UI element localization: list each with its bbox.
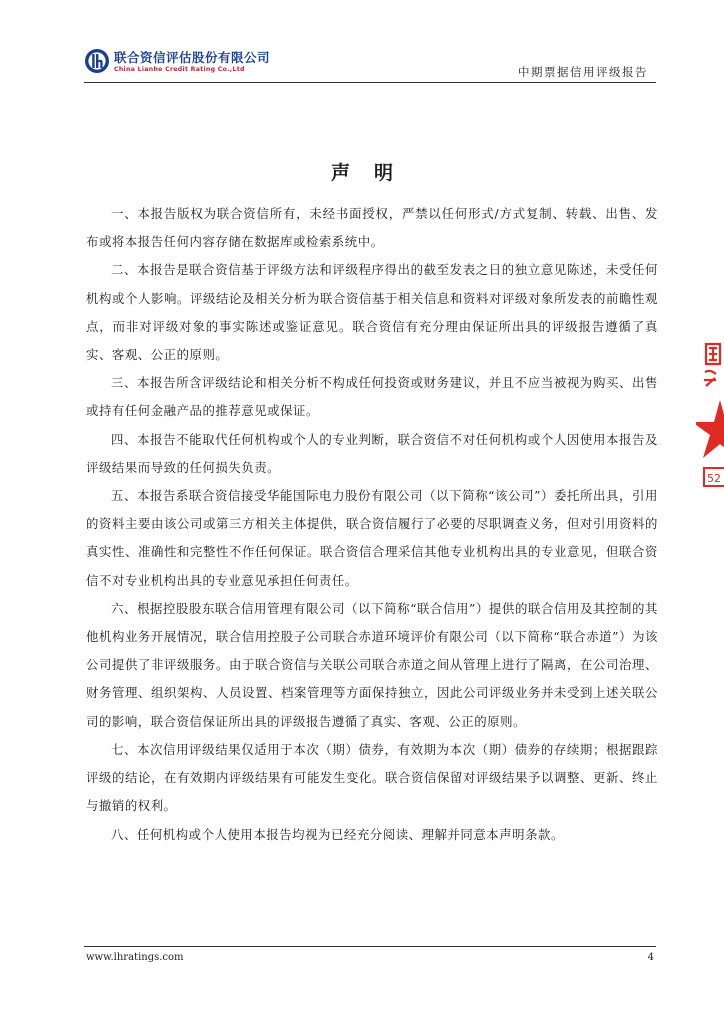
footer-divider	[84, 946, 656, 947]
statement-body	[86, 200, 658, 850]
footer-website-link[interactable]: www.lhratings.com	[86, 952, 184, 963]
statement-paragraph-6: 六、根据控股股东联合信用管理有限公司（以下简称“联合信用”）提供的联合信用及其控制的其他机构业务开展情况，联合信用控股子公司联合赤道环境评价有限公司（以下简称“联合赤道”）为该公司提供了非评级服务。由于联合资信与关联公司联合赤道之间从管理上进行了隔离，在公司治理、财务管理、组织架构、人员设置、档案管理等方面保持独立，因此公司评级业务并未受到上述关联公司的影响，联合资信保证所出具的评级报告遵循了真实、客观、公正的原则。	[86, 600, 658, 729]
report-type-label: 中期票据信用评级报告	[518, 65, 648, 79]
statement-paragraph-4: 四、本报告不能取代任何机构或个人的专业判断，联合资信不对任何机构或个人因使用本报告及评级结果而导致的任何损失负责。	[86, 431, 658, 475]
page-number: 4	[647, 952, 654, 963]
statement-paragraph-7: 七、本次信用评级结果仅适用于本次（期）债券，有效期为本次（期）债券的存续期；根据跟踪评级的结论，在有效期内评级结果有可能发生变化。联合资信保留对评级结果予以调整、更新、终止与撤销的权利。	[86, 741, 658, 814]
statement-paragraph-1: 一、本报告版权为联合资信所有，未经书面授权，严禁以任何形式/方式复制、转载、出售、发布或将本报告任何内容存储在数据库或检索系统中。	[86, 206, 658, 250]
statement-paragraph-5: 五、本报告系联合资信接受华能国际电力股份有限公司（以下简称“该公司”）委托所出具，引用的资料主要由该公司或第三方相关主体提供，联合资信履行了必要的尽职调查义务，但对引用资料的真实性、准确性和完整性不作任何保证。联合资信合理采信其他专业机构出具的专业意见，但联合资信不对专业机构出具的专业意见承担任何责任。	[86, 488, 658, 588]
header-divider	[84, 82, 656, 83]
company-name-en: China Lianhe Credit Rating Co.,Ltd	[114, 66, 245, 73]
lianhe-logo-icon	[84, 48, 110, 74]
statement-paragraph-3: 三、本报告所含评级结论和相关分析不构成任何投资或财务建议，并且不应当被视为购买、出售或持有任何金融产品的推荐意见或保证。	[86, 375, 658, 419]
company-name-cn: 联合资信评估股份有限公司	[114, 50, 271, 65]
statement-paragraph-2: 二、本报告是联合资信基于评级方法和评级程序得出的截至发表之日的独立意见陈述，未受任何机构或个人影响。评级结论及相关分析为联合资信基于相关信息和资料对评级对象所发表的前瞻性观点，而非对评级对象的事实陈述或鉴证意见。联合资信有充分理由保证所出具的评级报告遵循了真实、客观、公正的原则。	[86, 262, 658, 363]
page-title: 声明	[330, 162, 417, 184]
statement-paragraph-8: 八、任何机构或个人使用本报告均视为已经充分阅读、理解并同意本声明条款。	[111, 827, 564, 843]
page-header	[84, 44, 656, 86]
company-seal-stamp	[696, 338, 724, 488]
svg-text:52: 52	[707, 472, 721, 485]
